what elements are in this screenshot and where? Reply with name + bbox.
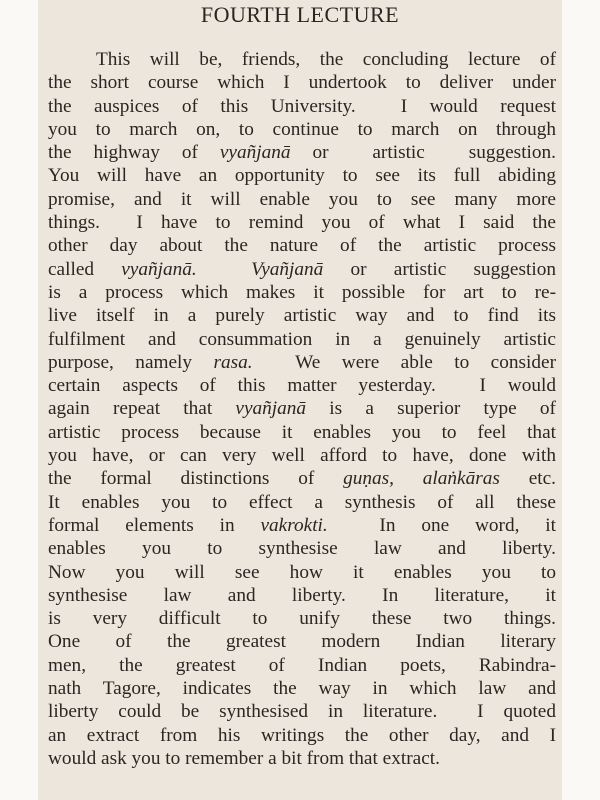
text-line — [48, 281, 556, 304]
text-run: would ask you to remember a bit from that extract. — [48, 747, 440, 769]
text-line — [48, 374, 556, 397]
text-line — [48, 48, 556, 71]
text-run: liberty could be synthesised in literature. I quoted — [48, 701, 556, 723]
text-run: In one word, it — [327, 514, 556, 536]
text-line — [48, 561, 556, 584]
text-run: called — [48, 258, 122, 280]
text-run: the short course which I undertook to deliver under — [48, 72, 556, 94]
text-line — [48, 654, 556, 677]
text-run: men, the greatest of Indian poets, Rabindra- — [48, 654, 556, 676]
text-line — [48, 584, 556, 607]
text-line — [48, 467, 556, 490]
italic-term: vyañjanā — [219, 142, 291, 164]
text-line — [48, 747, 556, 770]
text-run: promise, and it will enable you to see many more — [48, 188, 556, 210]
text-line — [48, 421, 556, 444]
text-run: This will be, friends, the concluding lecture of — [96, 49, 556, 70]
book-page — [38, 0, 562, 800]
text-line — [48, 351, 556, 374]
text-run: artistic process because it enables you to feel that — [48, 421, 556, 443]
lecture-paragraph — [48, 48, 556, 770]
text-line — [48, 234, 556, 257]
text-run: formal elements in — [48, 514, 261, 536]
text-line — [48, 700, 556, 723]
text-run: the highway of — [48, 142, 220, 164]
text-line — [48, 724, 556, 747]
text-run: You will have an opportunity to see its full abiding — [48, 165, 556, 187]
text-run: is very difficult to unify these two things. — [48, 608, 556, 630]
text-run: is a superior type of — [306, 398, 556, 420]
italic-term: vyañjanā — [235, 398, 307, 420]
italic-term: vakrokti. — [260, 514, 328, 536]
text-line — [48, 118, 556, 141]
text-line — [48, 607, 556, 630]
italic-term: rasa. — [213, 351, 253, 373]
text-run: nath Tagore, indicates the way in which law and — [48, 678, 556, 700]
text-line — [48, 71, 556, 94]
italic-term: vyañjanā. Vyañjanā — [121, 258, 324, 280]
text-run: synthesise law and liberty. In literature, it — [48, 584, 556, 606]
text-line — [48, 95, 556, 118]
text-run: you have, or can very well afford to have, done with — [48, 445, 556, 467]
text-run: fulfilment and consummation in a genuinely artistic — [48, 328, 556, 350]
text-run: an extract from his writings the other day, and I — [48, 724, 556, 746]
text-run: enables you to synthesise law and liberty. — [48, 538, 556, 560]
text-line — [48, 677, 556, 700]
text-run: the formal distinctions of — [48, 468, 344, 490]
text-line — [48, 328, 556, 351]
text-line — [48, 164, 556, 187]
text-line — [48, 304, 556, 327]
italic-term: guṇas, alaṅkāras — [343, 468, 500, 490]
text-run: We were able to consider — [252, 351, 556, 373]
text-line — [48, 491, 556, 514]
text-run: purpose, namely — [48, 351, 214, 373]
text-line — [48, 188, 556, 211]
text-run: is a process which makes it possible for art to re- — [48, 281, 556, 303]
chapter-heading: FOURTH LECTURE — [200, 2, 400, 27]
text-run: or artistic suggestion — [323, 258, 556, 280]
text-run: One of the greatest modern Indian literary — [48, 631, 556, 653]
text-run: etc. — [499, 468, 556, 490]
text-run: Now you will see how it enables you to — [48, 561, 556, 583]
text-line — [48, 258, 556, 281]
text-run: you to march on, to continue to march on through — [48, 118, 556, 140]
text-line — [48, 537, 556, 560]
text-run: live itself in a purely artistic way and to find its — [48, 305, 556, 327]
text-run: again repeat that — [48, 398, 236, 420]
text-line — [48, 211, 556, 234]
text-line — [48, 141, 556, 164]
text-run: other day about the nature of the artistic process — [48, 235, 556, 257]
text-run: things. I have to remind you of what I said the — [48, 212, 556, 234]
text-line — [48, 397, 556, 420]
text-run: It enables you to effect a synthesis of all these — [48, 491, 556, 513]
text-run: or artistic suggestion. — [290, 142, 557, 164]
text-line — [48, 444, 556, 467]
text-line — [48, 630, 556, 653]
text-run: the auspices of this University. I would request — [48, 95, 556, 117]
text-line — [48, 514, 556, 537]
text-run: certain aspects of this matter yesterday. I would — [48, 375, 556, 397]
